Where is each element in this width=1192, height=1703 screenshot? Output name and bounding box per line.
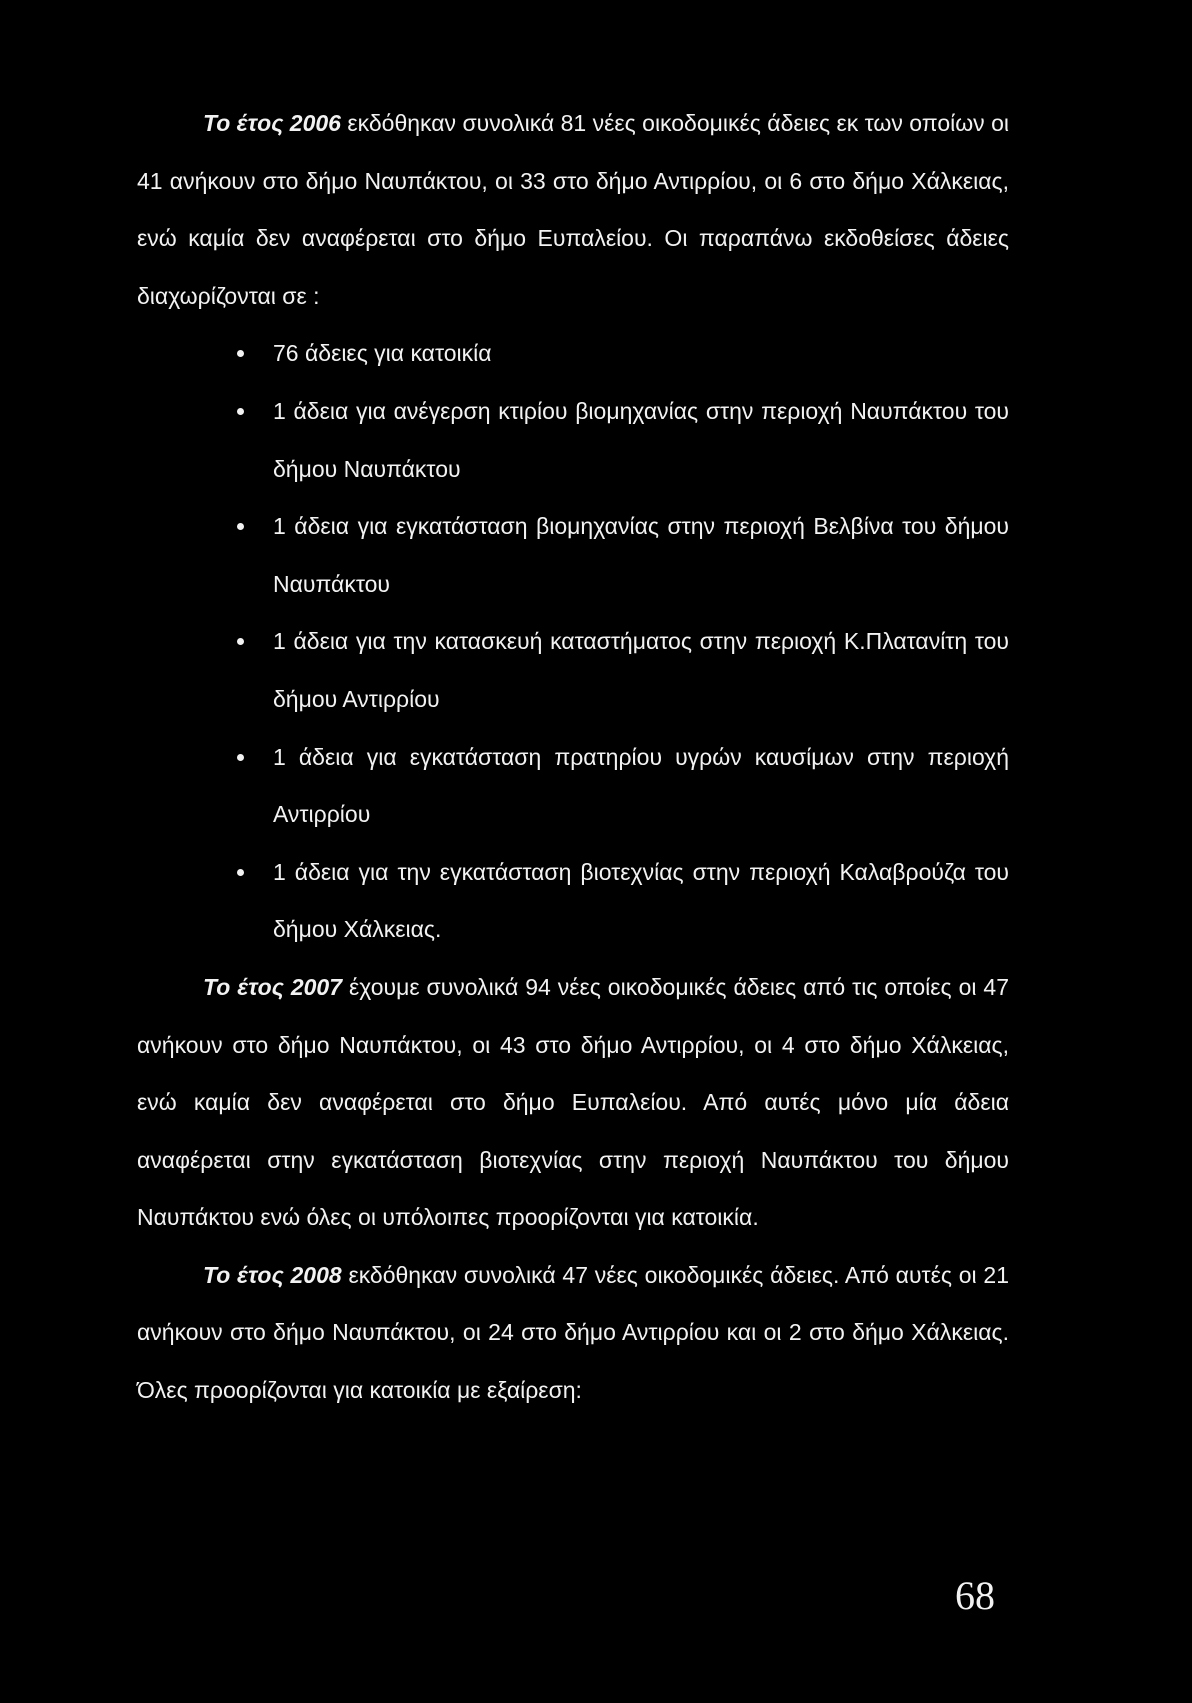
list-item-text: 1 άδεια για ανέγερση κτιρίου βιομηχανίας στην περιοχή Ναυπάκτου του δήμου Ναυπάκτου <box>273 397 1009 482</box>
bullet-icon <box>237 350 244 357</box>
list-item-text: 76 άδειες για κατοικία <box>273 340 492 367</box>
year-2008-lead: Το έτος 2008 <box>203 1261 342 1288</box>
list-item <box>273 729 1009 844</box>
list-item-text: 1 άδεια για την κατασκευή καταστήματος στην περιοχή Κ.Πλατανίτη του δήμου Αντιρρίου <box>273 628 1009 712</box>
paragraph-2006 <box>137 95 1009 325</box>
list-item <box>273 498 1009 613</box>
paragraph-2008-text: εκδόθηκαν συνολικά 47 νέες οικοδομικές άδειες. Από αυτές οι 21 ανήκουν στο δήμο Ναυπάκτου, οι 24 στο δήμο Αντιρρίου και οι 2 στο δήμο Χάλκειας. Όλες προορίζονται για κατοικία με εξαίρεση: <box>137 1261 1009 1404</box>
list-item <box>273 383 1009 498</box>
list-item <box>273 613 1009 728</box>
list-item-text: 1 άδεια για εγκατάσταση βιομηχανίας στην περιοχή Βελβίνα του δήμου Ναυπάκτου <box>273 513 1009 597</box>
bullet-icon <box>237 869 244 876</box>
list-item-text: 1 άδεια για την εγκατάσταση βιοτεχνίας στην περιοχή Καλαβρούζα του δήμου Χάλκειας. <box>273 858 1009 943</box>
page-number: 68 <box>955 1573 995 1618</box>
bullet-icon <box>237 523 244 530</box>
document-page <box>137 95 1009 1420</box>
list-item <box>273 325 1009 383</box>
paragraph-2007 <box>137 959 1009 1247</box>
permits-2006-list <box>137 325 1009 959</box>
paragraph-2006-text: εκδόθηκαν συνολικά 81 νέες οικοδομικές άδειες εκ των οποίων οι 41 ανήκουν στο δήμο Ναυπάκτου, οι 33 στο δήμο Αντιρρίου, οι 6 στο δήμο Χάλκειας, ενώ καμία δεν αναφέρεται στο δήμο Ευπαλείου. Οι παραπάνω εκδοθείσες άδειες διαχωρίζονται σε : <box>137 110 1009 309</box>
list-item-text: 1 άδεια για εγκατάσταση πρατηρίου υγρών καυσίμων στην περιοχή Αντιρρίου <box>273 743 1009 828</box>
list-item <box>273 844 1009 959</box>
bullet-icon <box>237 754 244 761</box>
paragraph-2008 <box>137 1247 1009 1420</box>
year-2006-lead: Το έτος 2006 <box>203 110 341 136</box>
bullet-icon <box>237 638 244 645</box>
year-2007-lead: Το έτος 2007 <box>203 973 343 1000</box>
bullet-icon <box>237 408 244 415</box>
paragraph-2007-text: έχουμε συνολικά 94 νέες οικοδομικές άδειες από τις οποίες οι 47 ανήκουν στο δήμο Ναυπάκτου, οι 43 στο δήμο Αντιρρίου, οι 4 στο δήμο Χάλκειας, ενώ καμία δεν αναφέρεται στο δήμο Ευπαλείου. Από αυτές μόνο μία άδεια αναφέρεται στην εγκατάσταση βιοτεχνίας στην περιοχή Ναυπάκτου του δήμου Ναυπάκτου ενώ όλες οι υπόλοιπες προορίζονται για κατοικία. <box>137 973 1010 1231</box>
